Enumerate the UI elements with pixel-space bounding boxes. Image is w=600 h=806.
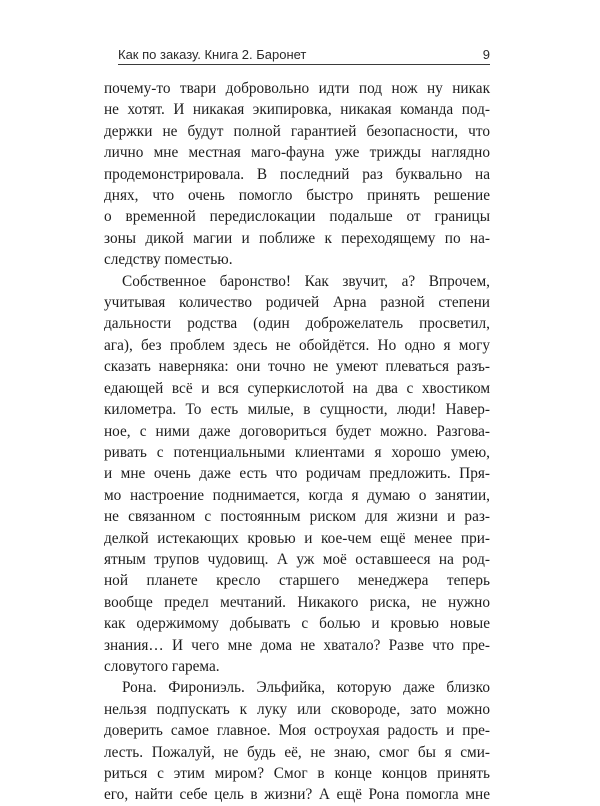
text-line: ривать с потенциальными клиентами я хорошо умею, — [104, 443, 490, 461]
text-line: учитывая количество родичей Арна разной степени — [104, 294, 490, 312]
text-line: Собственное баронство! Как звучит, а? Впрочем, — [122, 272, 490, 290]
page-number: 9 — [482, 47, 490, 62]
text-line: ятным трупов чудовищ. А уж моё оставшееся на род- — [104, 550, 490, 568]
text-line: почему-то твари добровольно идти под нож ну никак — [104, 80, 490, 97]
text-line: словутого гарема. — [104, 657, 220, 675]
book-title: Как по заказу. Книга 2. Баронет — [118, 47, 307, 62]
text-line: ага), без проблем здесь не обойдётся. Но одно я могу — [104, 336, 490, 354]
text-line: держки не будут полной гарантией безопасности, что — [104, 122, 490, 140]
text-line: ной планете кресло старшего менеджера теперь — [104, 572, 490, 590]
text-line: зоны дикой магии и поближе к переходящему по на- — [104, 229, 490, 247]
text-line: его, найти себе цель в жизни? А ещё Рона помогла мне — [104, 786, 490, 804]
text-line: делкой истекающих кровью и кое-чем ещё менее при- — [104, 529, 490, 547]
text-line: ное, с ними даже договориться будет можно. Разгова- — [104, 422, 490, 440]
text-line: нельзя подпускать к луку или сковороде, зато можно — [104, 700, 490, 718]
text-line: продемонстрировала. В последний раз буквально на — [104, 165, 490, 183]
text-line: о временной передислокации подальше от границы — [104, 208, 490, 226]
text-line: как одержимому добывать с болью и кровью новые — [104, 615, 490, 633]
text-line: лично мне местная маго-фауна уже трижды наглядно — [104, 144, 490, 162]
text-line: следству поместью. — [104, 251, 233, 269]
text-line: мо настроение поднимается, когда я думаю о занятии, — [104, 486, 490, 504]
text-line: километра. То есть милые, в сущности, люди! Навер- — [104, 401, 490, 419]
text-line: вообще предел мечтаний. Никакого риска, не нужно — [104, 593, 490, 611]
text-line: днях, что очень помогло быстро принять решение — [104, 187, 490, 205]
text-line: риться с этим миром? Смог в конце концов принять — [104, 765, 490, 782]
text-line: Рона. Фирониэль. Эльфийка, которую даже близко — [122, 679, 490, 697]
running-head — [118, 38, 490, 62]
text-line: знания… И чего мне дома не хватало? Разве что пре- — [104, 636, 490, 654]
body-text — [104, 78, 490, 806]
text-line: не хотят. И никакая экипировка, никакая команда под- — [104, 101, 490, 119]
text-line: не связанном с постоянным риском для жизни и раз- — [104, 508, 490, 526]
text-line: доверить самое главное. Моя остроухая радость и пре- — [104, 722, 490, 740]
text-line: и мне очень даже есть что родичам предложить. Пря- — [104, 465, 490, 483]
paragraph-2 — [104, 271, 490, 678]
paragraph-1 — [104, 78, 490, 271]
header-rule — [118, 64, 490, 65]
text-line: едающей всё и вся суперкислотой на два с хвостиком — [104, 379, 490, 397]
text-line: сказать наверняка: они точно не умеют плеваться разъ- — [104, 358, 490, 376]
text-line: лесть. Пожалуй, не будь её, не знаю, смог бы я сми- — [104, 743, 490, 761]
paragraph-3 — [104, 677, 490, 805]
text-line: дальности родства (один доброжелатель просветил, — [104, 315, 490, 333]
